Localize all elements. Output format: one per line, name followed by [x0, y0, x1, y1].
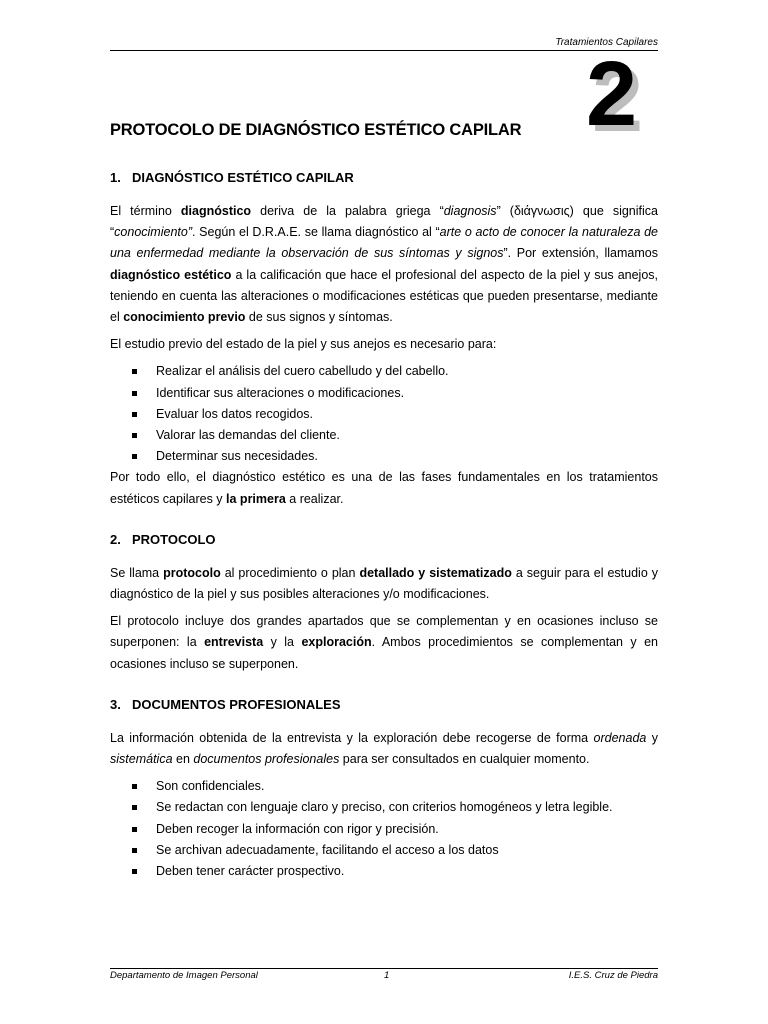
bullet-icon — [132, 454, 137, 459]
chapter-number: 2 — [586, 43, 638, 145]
chapter-title: PROTOCOLO DE DIAGNÓSTICO ESTÉTICO CAPILAR — [110, 121, 522, 139]
list-item: Determinar sus necesidades. — [110, 446, 658, 467]
list-item: Valorar las demandas del cliente. — [110, 425, 658, 446]
list-item: Son confidenciales. — [110, 776, 658, 797]
paragraph: La información obtenida de la entrevista y la exploración debe recogerse de forma ordenada y sistemática en documentos profesionales para ser consultados en cualquier momento. — [110, 730, 658, 767]
list-item: Deben tener carácter prospectivo. — [110, 861, 658, 882]
bullet-icon — [132, 412, 137, 417]
bullet-icon — [132, 369, 137, 374]
paragraph: Por todo ello, el diagnóstico estético es una de las fases fundamentales en los tratamientos estéticos capilares y la primera a realizar. — [110, 470, 658, 506]
page-number: 1 — [384, 970, 390, 981]
list-item: Se archivan adecuadamente, facilitando el acceso a los datos — [110, 840, 658, 861]
running-header: Tratamientos Capilares — [555, 37, 658, 48]
footer-department: Departamento de Imagen Personal — [110, 970, 258, 981]
bullet-icon — [132, 391, 137, 396]
bullet-list — [110, 776, 658, 882]
bullet-icon — [132, 784, 137, 789]
section-heading-3: 3. DOCUMENTOS PROFESIONALES — [110, 696, 341, 712]
list-item: Evaluar los datos recogidos. — [110, 404, 658, 425]
bullet-icon — [132, 827, 137, 832]
footer-rule — [110, 968, 658, 969]
bullet-icon — [132, 869, 137, 874]
section-heading-1: 1. DIAGNÓSTICO ESTÉTICO CAPILAR — [110, 170, 354, 185]
list-item: Identificar sus alteraciones o modificaciones. — [110, 383, 658, 404]
bullet-icon — [132, 433, 137, 438]
paragraph: El estudio previo del estado de la piel y sus anejos es necesario para: — [110, 337, 497, 352]
bullet-list — [110, 361, 658, 467]
bullet-icon — [132, 848, 137, 853]
main-content — [110, 170, 658, 882]
paragraph: Se llama protocolo al procedimiento o plan detallado y sistematizado a seguir para el estudio y diagnóstico de la piel y sus posibles alteraciones y/o modificaciones. — [110, 565, 659, 602]
paragraph: El protocolo incluye dos grandes apartados que se complementan y en ocasiones incluso se superponen: la entrevista y la exploración. Ambos procedimientos se complementan y en ocasiones incluso se superponen. — [110, 614, 658, 671]
footer-school: I.E.S. Cruz de Piedra — [568, 970, 658, 981]
list-item: Deben recoger la información con rigor y precisión. — [110, 819, 658, 840]
header-rule — [110, 50, 658, 51]
section-heading-2: 2. PROTOCOLO — [110, 531, 216, 547]
bullet-icon — [132, 805, 137, 810]
list-item: Se redactan con lenguaje claro y preciso, con criterios homogéneos y letra legible. — [110, 797, 658, 818]
list-item: Realizar el análisis del cuero cabelludo y del cabello. — [110, 361, 658, 382]
paragraph: El término diagnóstico deriva de la palabra griega “diagnosis” (διάγνωσις) que significa “conocimiento”. Según el D.R.A.E. se llama diagnóstico al “arte o acto de conocer la naturaleza de una enfermedad mediante la observación de sus síntomas y signos”. Por extensión, llamamos diagnóstico estético a la calificación que hace el profesional del aspecto de la piel y sus anejos, teniendo en cuenta las alteraciones o modificaciones estéticas que pueden presentarse, mediante el conocimiento previo de sus signos y síntomas. — [110, 204, 659, 325]
